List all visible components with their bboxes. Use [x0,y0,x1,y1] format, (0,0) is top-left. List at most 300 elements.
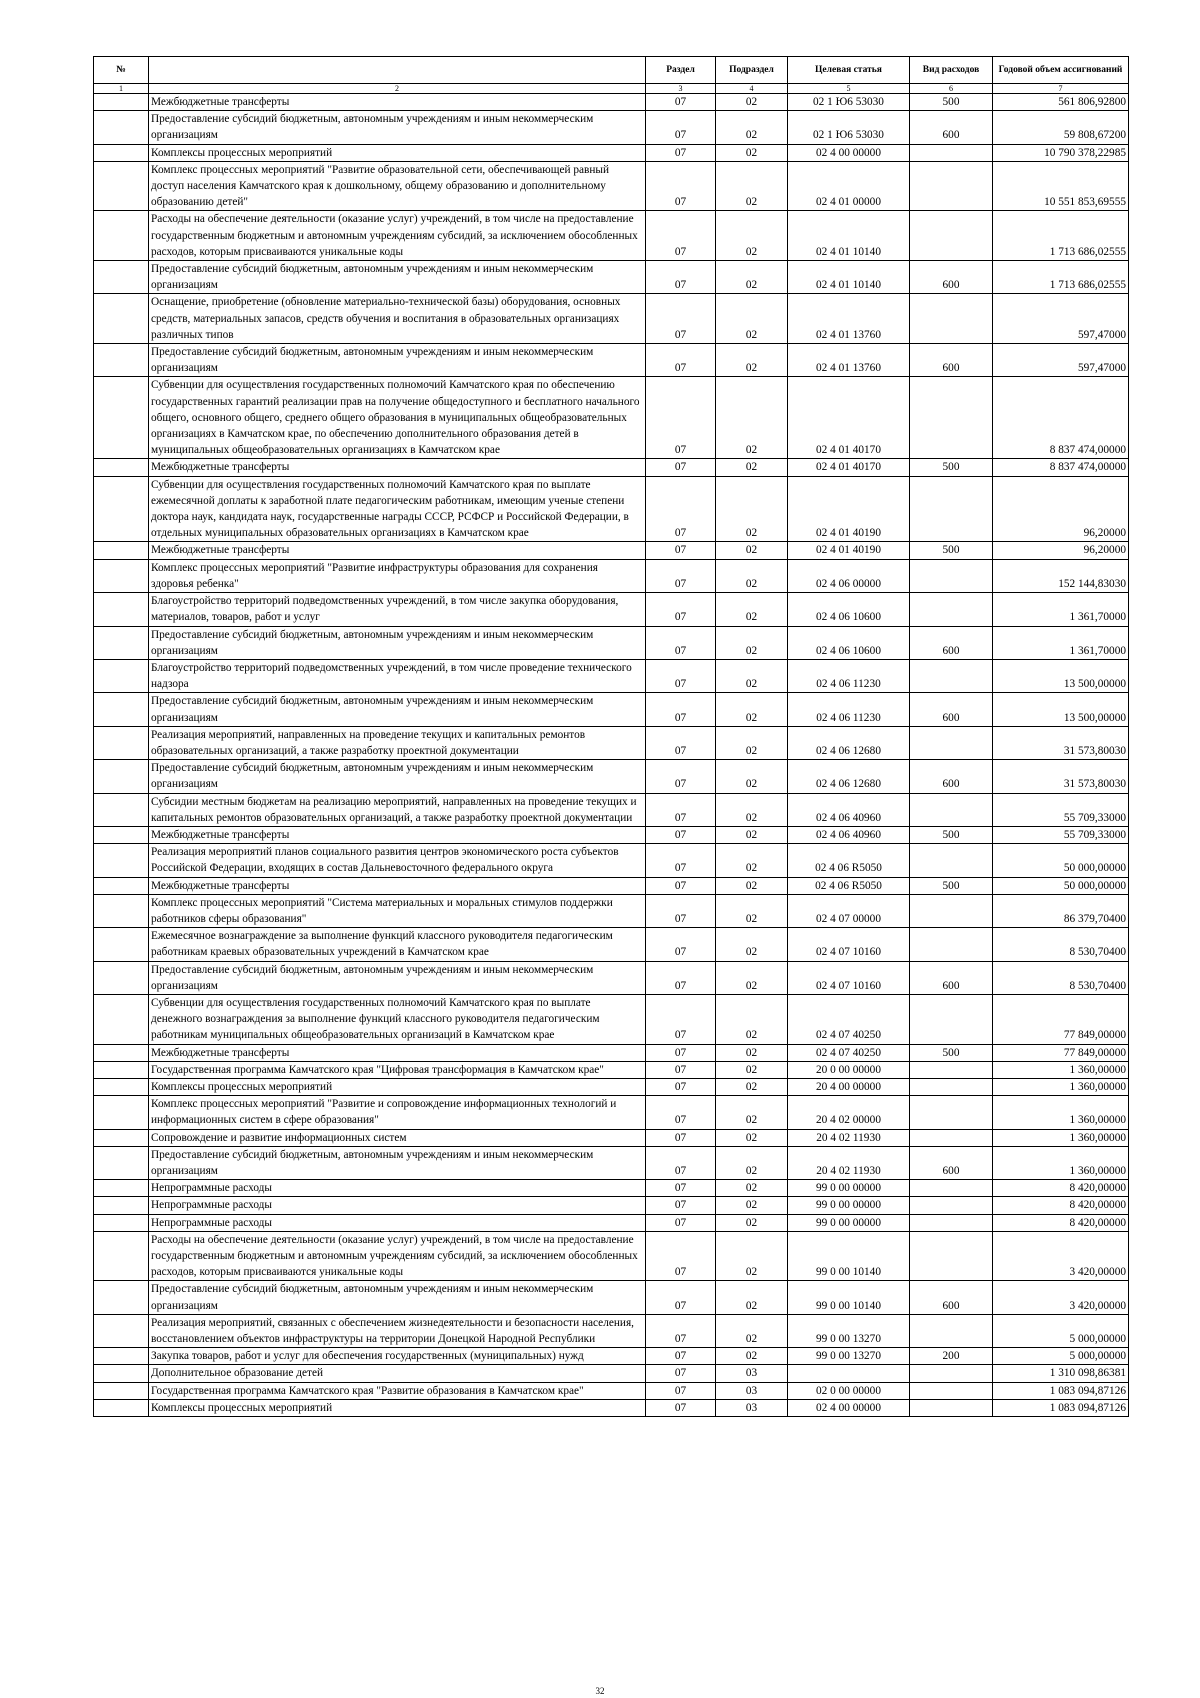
row-number-cell [94,1382,149,1399]
amount-cell: 10 790 378,22985 [993,144,1129,161]
table-row [94,1096,1129,1129]
podrazdel-cell: 02 [716,1061,788,1078]
podrazdel-cell: 02 [716,1348,788,1365]
table-row [94,1281,1129,1314]
table-row [94,1231,1129,1281]
row-number-cell [94,542,149,559]
razdel-cell: 07 [646,1096,716,1129]
podrazdel-cell: 02 [716,994,788,1044]
expense-name-cell: Предоставление субсидий бюджетным, автономным учреждениям и иным некоммерческим организациям [149,344,646,377]
razdel-cell: 07 [646,793,716,826]
amount-cell: 50 000,00000 [993,877,1129,894]
row-number-cell [94,1399,149,1416]
column-number: 4 [716,84,788,94]
table-row [94,961,1129,994]
razdel-cell: 07 [646,659,716,692]
amount-cell: 13 500,00000 [993,693,1129,726]
table-row [94,1314,1129,1347]
expense-name-cell: Субвенции для осуществления государственных полномочий Камчатского края по выплате денежного вознаграждения за выполнение функций классного руководителя педагогическим работникам муниципальных общеобразовательных организаций в Камчатском крае [149,994,646,1044]
amount-cell: 1 360,00000 [993,1146,1129,1179]
row-number-cell [94,894,149,927]
razdel-cell: 07 [646,928,716,961]
target-article-cell: 02 4 06 11230 [788,693,910,726]
expense-name-cell: Межбюджетные трансферты [149,877,646,894]
table-row [94,559,1129,592]
expense-type-cell [910,559,993,592]
column-number: 2 [149,84,646,94]
table-row [94,593,1129,626]
target-article-cell: 02 4 01 13760 [788,294,910,344]
target-article-cell: 99 0 00 13270 [788,1348,910,1365]
table-row [94,844,1129,877]
row-number-cell [94,593,149,626]
expense-name-cell: Субвенции для осуществления государственных полномочий Камчатского края по обеспечению государственных гарантий реализации прав на получение общедоступного и бесплатного начального общего, основного общего, среднего общего образования в муниципальных общеобразовательных организациях в Камчатском крае, по обеспечению дополнительного образования детей в муниципальных общеобразовательных организациях в Камчатском крае [149,377,646,459]
expense-name-cell: Ежемесячное вознаграждение за выполнение функций классного руководителя педагогическим работникам краевых образовательных учреждений в Камчатском крае [149,928,646,961]
amount-cell: 1 361,70000 [993,593,1129,626]
expense-type-cell [910,1061,993,1078]
razdel-cell: 07 [646,1078,716,1095]
row-number-cell [94,459,149,476]
target-article-cell: 02 1 Ю6 53030 [788,111,910,144]
header-number: № [94,57,149,84]
amount-cell: 55 709,33000 [993,826,1129,843]
row-number-cell [94,1348,149,1365]
target-article-cell: 02 4 06 12680 [788,726,910,759]
podrazdel-cell: 02 [716,626,788,659]
expense-type-cell [910,1314,993,1347]
amount-cell: 8 420,00000 [993,1180,1129,1197]
column-number-row [94,84,1129,94]
expense-type-cell [910,1399,993,1416]
razdel-cell: 07 [646,1061,716,1078]
row-number-cell [94,1146,149,1179]
podrazdel-cell: 02 [716,793,788,826]
table-row [94,344,1129,377]
expense-name-cell: Комплексы процессных мероприятий [149,144,646,161]
table-row [94,928,1129,961]
razdel-cell: 07 [646,161,716,211]
header-annual-amount: Годовой объем ассигнований [993,57,1129,84]
target-article-cell: 02 4 06 00000 [788,559,910,592]
podrazdel-cell: 02 [716,476,788,542]
target-article-cell: 02 4 06 R5050 [788,844,910,877]
razdel-cell: 07 [646,1197,716,1214]
expense-type-cell [910,1096,993,1129]
expense-name-cell: Предоставление субсидий бюджетным, автономным учреждениям и иным некоммерческим организациям [149,626,646,659]
table-row [94,1146,1129,1179]
amount-cell: 96,20000 [993,542,1129,559]
podrazdel-cell: 02 [716,928,788,961]
podrazdel-cell: 03 [716,1399,788,1416]
row-number-cell [94,1314,149,1347]
row-number-cell [94,994,149,1044]
target-article-cell: 02 4 07 10160 [788,961,910,994]
row-number-cell [94,111,149,144]
target-article-cell: 02 0 00 00000 [788,1382,910,1399]
page-number: 32 [595,1686,605,1696]
podrazdel-cell: 02 [716,1281,788,1314]
table-row [94,826,1129,843]
podrazdel-cell: 02 [716,726,788,759]
razdel-cell: 07 [646,1281,716,1314]
table-row [94,626,1129,659]
target-article-cell: 02 4 06 12680 [788,760,910,793]
expense-type-cell: 600 [910,111,993,144]
expense-name-cell: Благоустройство территорий подведомственных учреждений, в том числе проведение технического надзора [149,659,646,692]
amount-cell: 8 837 474,00000 [993,459,1129,476]
target-article-cell: 02 4 01 40190 [788,542,910,559]
table-row [94,1399,1129,1416]
expense-name-cell: Расходы на обеспечение деятельности (оказание услуг) учреждений, в том числе на предоставление государственным бюджетным и автономным учреждениям субсидий, за исключением обособленных расходов, которым присваиваются уникальные коды [149,1231,646,1281]
amount-cell: 1 360,00000 [993,1096,1129,1129]
amount-cell: 86 379,70400 [993,894,1129,927]
expense-name-cell: Реализация мероприятий, связанных с обеспечением жизнедеятельности и безопасности населения, восстановлением объектов инфраструктуры на территории Донецкой Народной Республики [149,1314,646,1347]
expense-name-cell: Предоставление субсидий бюджетным, автономным учреждениям и иным некоммерческим организациям [149,1281,646,1314]
expense-name-cell: Сопровождение и развитие информационных систем [149,1129,646,1146]
table-row [94,793,1129,826]
expense-type-cell [910,144,993,161]
razdel-cell: 07 [646,94,716,111]
target-article-cell: 99 0 00 10140 [788,1231,910,1281]
amount-cell: 8 530,70400 [993,928,1129,961]
target-article-cell: 02 4 07 40250 [788,994,910,1044]
header-razdel: Раздел [646,57,716,84]
target-article-cell: 20 4 02 11930 [788,1129,910,1146]
podrazdel-cell: 02 [716,559,788,592]
amount-cell: 561 806,92800 [993,94,1129,111]
target-article-cell: 02 4 00 00000 [788,144,910,161]
expense-type-cell [910,1231,993,1281]
razdel-cell: 07 [646,459,716,476]
target-article-cell: 02 4 01 40190 [788,476,910,542]
column-number: 6 [910,84,993,94]
expense-name-cell: Реализация мероприятий, направленных на проведение текущих и капитальных ремонтов образовательных организаций, а также разработку проектной документации [149,726,646,759]
row-number-cell [94,144,149,161]
razdel-cell: 07 [646,826,716,843]
expense-name-cell: Государственная программа Камчатского края "Развитие образования в Камчатском крае" [149,1382,646,1399]
expense-name-cell: Предоставление субсидий бюджетным, автономным учреждениям и иным некоммерческим организациям [149,261,646,294]
row-number-cell [94,1365,149,1382]
podrazdel-cell: 02 [716,344,788,377]
razdel-cell: 07 [646,1180,716,1197]
amount-cell: 31 573,80030 [993,760,1129,793]
expense-type-cell [910,1214,993,1231]
row-number-cell [94,1044,149,1061]
expense-type-cell [910,844,993,877]
podrazdel-cell: 02 [716,961,788,994]
expense-type-cell: 500 [910,94,993,111]
razdel-cell: 07 [646,261,716,294]
amount-cell: 8 837 474,00000 [993,377,1129,459]
expense-type-cell [910,476,993,542]
row-number-cell [94,476,149,542]
expense-type-cell [910,211,993,261]
podrazdel-cell: 02 [716,693,788,726]
razdel-cell: 07 [646,559,716,592]
row-number-cell [94,1197,149,1214]
target-article-cell: 20 4 02 00000 [788,1096,910,1129]
row-number-cell [94,559,149,592]
amount-cell: 5 000,00000 [993,1314,1129,1347]
expense-name-cell: Субсидии местным бюджетам на реализацию мероприятий, направленных на проведение текущих и капитальных ремонтов образовательных организаций, а также разработку проектной документации [149,793,646,826]
table-row [94,1044,1129,1061]
table-row [94,1348,1129,1365]
podrazdel-cell: 02 [716,459,788,476]
expense-name-cell: Комплекс процессных мероприятий "Развитие образовательной сети, обеспечивающей равный доступ населения Камчатского края к дошкольному, общему образованию и дополнительному образованию детей" [149,161,646,211]
razdel-cell: 07 [646,377,716,459]
podrazdel-cell: 02 [716,1180,788,1197]
amount-cell: 55 709,33000 [993,793,1129,826]
razdel-cell: 07 [646,593,716,626]
target-article-cell: 20 0 00 00000 [788,1061,910,1078]
expense-type-cell [910,1180,993,1197]
amount-cell: 8 420,00000 [993,1197,1129,1214]
podrazdel-cell: 02 [716,877,788,894]
razdel-cell: 07 [646,294,716,344]
table-row [94,1061,1129,1078]
razdel-cell: 07 [646,1365,716,1382]
expense-type-cell [910,659,993,692]
header-target-article: Целевая статья [788,57,910,84]
expense-type-cell [910,1382,993,1399]
expense-name-cell: Дополнительное образование детей [149,1365,646,1382]
column-number: 5 [788,84,910,94]
amount-cell: 1 083 094,87126 [993,1382,1129,1399]
razdel-cell: 07 [646,1348,716,1365]
table-row [94,693,1129,726]
amount-cell: 8 530,70400 [993,961,1129,994]
expense-type-cell: 500 [910,1044,993,1061]
razdel-cell: 07 [646,961,716,994]
row-number-cell [94,94,149,111]
razdel-cell: 07 [646,542,716,559]
amount-cell: 1 360,00000 [993,1129,1129,1146]
row-number-cell [94,659,149,692]
target-article-cell: 02 4 06 10600 [788,593,910,626]
table-row [94,111,1129,144]
header-expense-type: Вид расходов [910,57,993,84]
razdel-cell: 07 [646,994,716,1044]
amount-cell: 1 083 094,87126 [993,1399,1129,1416]
target-article-cell: 02 4 01 40170 [788,459,910,476]
expense-name-cell: Непрограммные расходы [149,1180,646,1197]
target-article-cell: 02 4 06 R5050 [788,877,910,894]
row-number-cell [94,793,149,826]
table-row [94,726,1129,759]
row-number-cell [94,693,149,726]
expense-type-cell: 500 [910,542,993,559]
expense-type-cell [910,994,993,1044]
target-article-cell: 02 4 06 10600 [788,626,910,659]
table-row [94,1214,1129,1231]
amount-cell: 31 573,80030 [993,726,1129,759]
podrazdel-cell: 02 [716,94,788,111]
expense-name-cell: Благоустройство территорий подведомственных учреждений, в том числе закупка оборудования, материалов, товаров, работ и услуг [149,593,646,626]
razdel-cell: 07 [646,111,716,144]
amount-cell: 3 420,00000 [993,1231,1129,1281]
podrazdel-cell: 02 [716,161,788,211]
target-article-cell: 02 1 Ю6 53030 [788,94,910,111]
expense-name-cell: Предоставление субсидий бюджетным, автономным учреждениям и иным некоммерческим организациям [149,693,646,726]
target-article-cell: 02 4 01 10140 [788,211,910,261]
row-number-cell [94,1281,149,1314]
target-article-cell: 20 4 00 00000 [788,1078,910,1095]
table-row [94,476,1129,542]
amount-cell: 8 420,00000 [993,1214,1129,1231]
expense-type-cell [910,161,993,211]
podrazdel-cell: 02 [716,760,788,793]
row-number-cell [94,726,149,759]
header-podrazdel: Подраздел [716,57,788,84]
expense-name-cell: Непрограммные расходы [149,1197,646,1214]
row-number-cell [94,760,149,793]
row-number-cell [94,961,149,994]
amount-cell: 1 310 098,86381 [993,1365,1129,1382]
expense-name-cell: Предоставление субсидий бюджетным, автономным учреждениям и иным некоммерческим организациям [149,1146,646,1179]
expense-name-cell: Межбюджетные трансферты [149,542,646,559]
podrazdel-cell: 02 [716,1197,788,1214]
target-article-cell: 02 4 01 00000 [788,161,910,211]
podrazdel-cell: 02 [716,144,788,161]
razdel-cell: 07 [646,844,716,877]
podrazdel-cell: 02 [716,111,788,144]
podrazdel-cell: 02 [716,593,788,626]
expense-type-cell: 600 [910,693,993,726]
podrazdel-cell: 02 [716,377,788,459]
row-number-cell [94,1078,149,1095]
target-article-cell: 99 0 00 13270 [788,1314,910,1347]
expense-type-cell [910,1365,993,1382]
table-row [94,994,1129,1044]
row-number-cell [94,377,149,459]
table-row [94,377,1129,459]
target-article-cell: 02 4 07 10160 [788,928,910,961]
row-number-cell [94,1180,149,1197]
expense-name-cell: Комплекс процессных мероприятий "Развитие инфраструктуры образования для сохранения здоровья ребенка" [149,559,646,592]
target-article-cell: 02 4 01 13760 [788,344,910,377]
row-number-cell [94,1096,149,1129]
expense-type-cell: 600 [910,261,993,294]
target-article-cell: 02 4 06 11230 [788,659,910,692]
row-number-cell [94,1231,149,1281]
podrazdel-cell: 02 [716,844,788,877]
amount-cell: 5 000,00000 [993,1348,1129,1365]
expense-type-cell [910,726,993,759]
amount-cell: 1 360,00000 [993,1061,1129,1078]
target-article-cell [788,1365,910,1382]
expense-name-cell: Межбюджетные трансферты [149,94,646,111]
row-number-cell [94,844,149,877]
expense-type-cell [910,593,993,626]
table-row [94,1382,1129,1399]
table-row [94,459,1129,476]
razdel-cell: 07 [646,1044,716,1061]
row-number-cell [94,1214,149,1231]
expense-type-cell: 200 [910,1348,993,1365]
expense-name-cell: Комплексы процессных мероприятий [149,1399,646,1416]
target-article-cell: 99 0 00 00000 [788,1197,910,1214]
razdel-cell: 07 [646,144,716,161]
expense-type-cell: 600 [910,1146,993,1179]
expense-name-cell: Межбюджетные трансферты [149,1044,646,1061]
expense-name-cell: Предоставление субсидий бюджетным, автономным учреждениям и иным некоммерческим организациям [149,961,646,994]
target-article-cell: 02 4 07 40250 [788,1044,910,1061]
amount-cell: 1 713 686,02555 [993,261,1129,294]
table-row [94,161,1129,211]
table-row [94,894,1129,927]
expense-type-cell [910,894,993,927]
row-number-cell [94,161,149,211]
amount-cell: 77 849,00000 [993,1044,1129,1061]
table-row [94,144,1129,161]
target-article-cell: 02 4 07 00000 [788,894,910,927]
razdel-cell: 07 [646,1314,716,1347]
row-number-cell [94,261,149,294]
expense-name-cell: Государственная программа Камчатского края "Цифровая трансформация в Камчатском крае" [149,1061,646,1078]
amount-cell: 50 000,00000 [993,844,1129,877]
expense-type-cell: 500 [910,459,993,476]
expense-name-cell: Комплекс процессных мероприятий "Система материальных и моральных стимулов поддержки работников сферы образования" [149,894,646,927]
expense-name-cell: Субвенции для осуществления государственных полномочий Камчатского края по выплате ежемесячной доплаты к заработной плате педагогическим работникам, имеющим ученые степени доктора наук, кандидата наук, государственные награды СССР, РСФСР и Российской Федерации, в отдельных муниципальных образовательных организациях в Камчатском крае [149,476,646,542]
column-number: 3 [646,84,716,94]
expense-type-cell [910,294,993,344]
target-article-cell: 99 0 00 00000 [788,1214,910,1231]
expense-name-cell: Межбюджетные трансферты [149,459,646,476]
expense-name-cell: Расходы на обеспечение деятельности (оказание услуг) учреждений, в том числе на предоставление государственным бюджетным и автономным учреждениям субсидий, за исключением обособленных расходов, которым присваиваются уникальные коды [149,211,646,261]
expense-type-cell [910,1197,993,1214]
razdel-cell: 07 [646,1382,716,1399]
podrazdel-cell: 03 [716,1365,788,1382]
podrazdel-cell: 02 [716,1146,788,1179]
table-row [94,1180,1129,1197]
podrazdel-cell: 02 [716,1231,788,1281]
expense-type-cell: 600 [910,626,993,659]
table-row [94,94,1129,111]
expense-name-cell: Оснащение, приобретение (обновление материально-технической базы) оборудования, основных средств, материальных запасов, средств обучения и воспитания в образовательных организациях различных типов [149,294,646,344]
amount-cell: 1 713 686,02555 [993,211,1129,261]
expense-name-cell: Предоставление субсидий бюджетным, автономным учреждениям и иным некоммерческим организациям [149,111,646,144]
podrazdel-cell: 02 [716,1044,788,1061]
expense-type-cell: 600 [910,344,993,377]
target-article-cell: 99 0 00 00000 [788,1180,910,1197]
table-row [94,261,1129,294]
razdel-cell: 07 [646,760,716,793]
table-row [94,211,1129,261]
row-number-cell [94,1061,149,1078]
razdel-cell: 07 [646,626,716,659]
podrazdel-cell: 03 [716,1382,788,1399]
amount-cell: 10 551 853,69555 [993,161,1129,211]
expense-type-cell [910,793,993,826]
amount-cell: 597,47000 [993,294,1129,344]
razdel-cell: 07 [646,726,716,759]
amount-cell: 3 420,00000 [993,1281,1129,1314]
target-article-cell: 02 4 06 40960 [788,826,910,843]
expense-type-cell: 600 [910,760,993,793]
expense-type-cell [910,1129,993,1146]
table-row [94,659,1129,692]
expense-type-cell: 600 [910,961,993,994]
amount-cell: 152 144,83030 [993,559,1129,592]
row-number-cell [94,211,149,261]
expense-name-cell: Непрограммные расходы [149,1214,646,1231]
razdel-cell: 07 [646,1231,716,1281]
table-row [94,542,1129,559]
expense-name-cell: Закупка товаров, работ и услуг для обеспечения государственных (муниципальных) нужд [149,1348,646,1365]
razdel-cell: 07 [646,894,716,927]
amount-cell: 597,47000 [993,344,1129,377]
header-name [149,57,646,84]
